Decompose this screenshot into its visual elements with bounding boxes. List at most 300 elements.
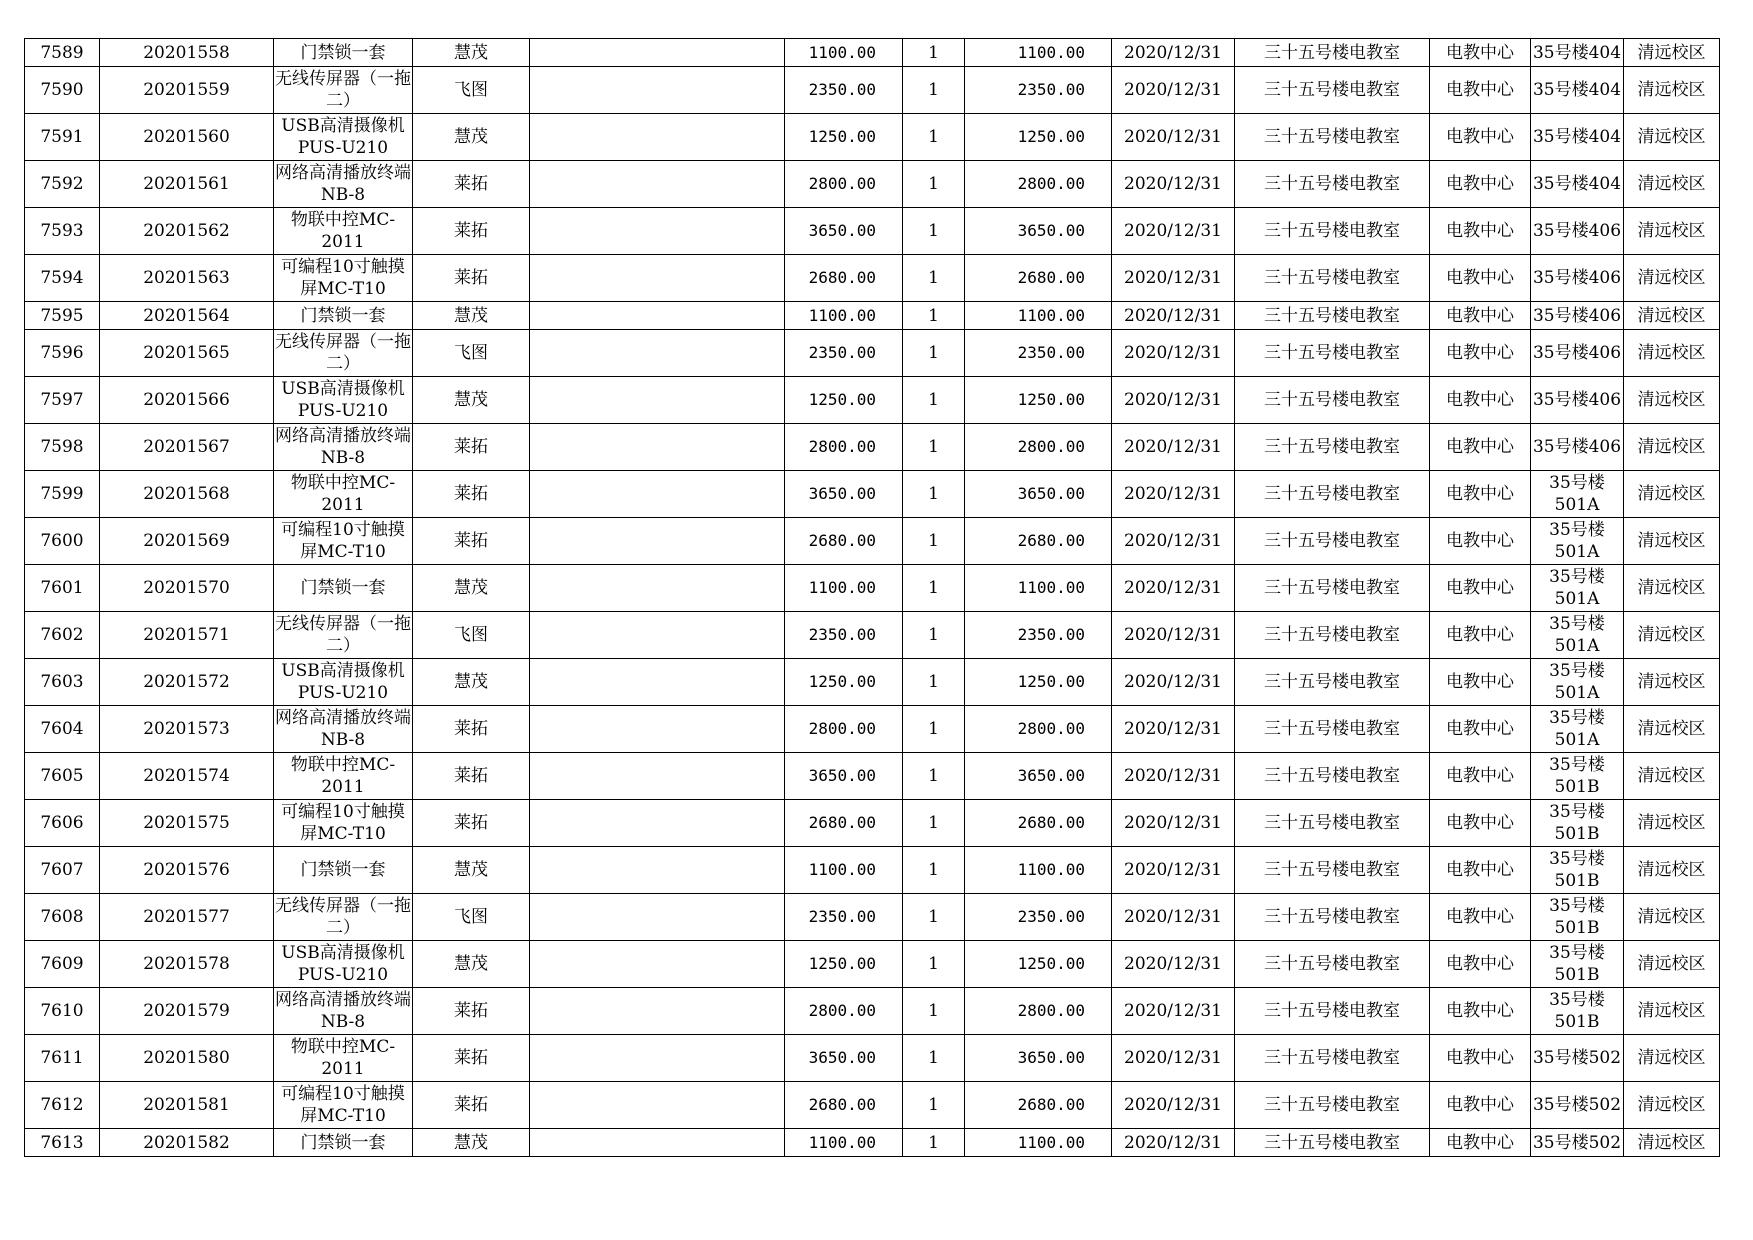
spec-cell — [530, 800, 785, 847]
asset-no-cell: 20201569 — [100, 518, 274, 565]
brand-cell: 慧茂 — [413, 565, 530, 612]
date-cell: 2020/12/31 — [1112, 114, 1235, 161]
location-cell: 35号楼501B — [1531, 800, 1624, 847]
location-cell: 35号楼404 — [1531, 161, 1624, 208]
seq-cell: 7593 — [25, 208, 100, 255]
unit-price-cell: 2680.00 — [785, 255, 903, 302]
user-unit-cell: 三十五号楼电教室 — [1235, 518, 1430, 565]
department-cell: 电教中心 — [1430, 753, 1531, 800]
item-name-cell: 门禁锁一套 — [274, 1129, 413, 1157]
department-cell: 电教中心 — [1430, 471, 1531, 518]
location-cell: 35号楼502 — [1531, 1035, 1624, 1082]
amount-cell: 3650.00 — [965, 1035, 1112, 1082]
brand-cell: 飞图 — [413, 67, 530, 114]
unit-price-cell: 1100.00 — [785, 565, 903, 612]
seq-cell: 7603 — [25, 659, 100, 706]
date-cell: 2020/12/31 — [1112, 988, 1235, 1035]
department-cell: 电教中心 — [1430, 941, 1531, 988]
amount-cell: 2680.00 — [965, 255, 1112, 302]
quantity-cell: 1 — [903, 161, 965, 208]
unit-price-cell: 2680.00 — [785, 800, 903, 847]
location-cell: 35号楼501A — [1531, 518, 1624, 565]
user-unit-cell: 三十五号楼电教室 — [1235, 1082, 1430, 1129]
department-cell: 电教中心 — [1430, 847, 1531, 894]
department-cell: 电教中心 — [1430, 659, 1531, 706]
location-cell: 35号楼501A — [1531, 612, 1624, 659]
location-cell: 35号楼501A — [1531, 565, 1624, 612]
spec-cell — [530, 377, 785, 424]
asset-no-cell: 20201561 — [100, 161, 274, 208]
asset-no-cell: 20201572 — [100, 659, 274, 706]
department-cell: 电教中心 — [1430, 330, 1531, 377]
asset-no-cell: 20201581 — [100, 1082, 274, 1129]
unit-price-cell: 3650.00 — [785, 471, 903, 518]
campus-cell: 清远校区 — [1624, 988, 1720, 1035]
table-row — [25, 67, 1720, 114]
date-cell: 2020/12/31 — [1112, 659, 1235, 706]
user-unit-cell: 三十五号楼电教室 — [1235, 208, 1430, 255]
department-cell: 电教中心 — [1430, 988, 1531, 1035]
location-cell: 35号楼501A — [1531, 706, 1624, 753]
amount-cell: 2350.00 — [965, 894, 1112, 941]
quantity-cell: 1 — [903, 471, 965, 518]
spec-cell — [530, 988, 785, 1035]
quantity-cell: 1 — [903, 753, 965, 800]
location-cell: 35号楼501B — [1531, 753, 1624, 800]
spec-cell — [530, 424, 785, 471]
location-cell: 35号楼406 — [1531, 377, 1624, 424]
item-name-cell: USB高清摄像机PUS-U210 — [274, 941, 413, 988]
date-cell: 2020/12/31 — [1112, 471, 1235, 518]
user-unit-cell: 三十五号楼电教室 — [1235, 67, 1430, 114]
campus-cell: 清远校区 — [1624, 255, 1720, 302]
date-cell: 2020/12/31 — [1112, 161, 1235, 208]
campus-cell: 清远校区 — [1624, 847, 1720, 894]
brand-cell: 飞图 — [413, 330, 530, 377]
user-unit-cell: 三十五号楼电教室 — [1235, 114, 1430, 161]
department-cell: 电教中心 — [1430, 424, 1531, 471]
department-cell: 电教中心 — [1430, 377, 1531, 424]
brand-cell: 莱拓 — [413, 706, 530, 753]
campus-cell: 清远校区 — [1624, 377, 1720, 424]
amount-cell: 2350.00 — [965, 67, 1112, 114]
table-row — [25, 114, 1720, 161]
campus-cell: 清远校区 — [1624, 161, 1720, 208]
quantity-cell: 1 — [903, 1129, 965, 1157]
quantity-cell: 1 — [903, 847, 965, 894]
date-cell: 2020/12/31 — [1112, 894, 1235, 941]
brand-cell: 飞图 — [413, 894, 530, 941]
quantity-cell: 1 — [903, 612, 965, 659]
asset-no-cell: 20201571 — [100, 612, 274, 659]
amount-cell: 3650.00 — [965, 208, 1112, 255]
seq-cell: 7609 — [25, 941, 100, 988]
department-cell: 电教中心 — [1430, 161, 1531, 208]
amount-cell: 2800.00 — [965, 706, 1112, 753]
location-cell: 35号楼501B — [1531, 847, 1624, 894]
seq-cell: 7607 — [25, 847, 100, 894]
date-cell: 2020/12/31 — [1112, 39, 1235, 67]
user-unit-cell: 三十五号楼电教室 — [1235, 330, 1430, 377]
campus-cell: 清远校区 — [1624, 1082, 1720, 1129]
asset-no-cell: 20201576 — [100, 847, 274, 894]
seq-cell: 7595 — [25, 302, 100, 330]
table-row — [25, 988, 1720, 1035]
table-row — [25, 1035, 1720, 1082]
campus-cell: 清远校区 — [1624, 1035, 1720, 1082]
location-cell: 35号楼501A — [1531, 471, 1624, 518]
brand-cell: 莱拓 — [413, 753, 530, 800]
table-row — [25, 471, 1720, 518]
asset-no-cell: 20201565 — [100, 330, 274, 377]
asset-no-cell: 20201563 — [100, 255, 274, 302]
seq-cell: 7598 — [25, 424, 100, 471]
campus-cell: 清远校区 — [1624, 302, 1720, 330]
unit-price-cell: 1250.00 — [785, 377, 903, 424]
table-row — [25, 894, 1720, 941]
item-name-cell: 物联中控MC-2011 — [274, 753, 413, 800]
date-cell: 2020/12/31 — [1112, 753, 1235, 800]
spec-cell — [530, 1082, 785, 1129]
brand-cell: 莱拓 — [413, 255, 530, 302]
item-name-cell: 可编程10寸触摸屏MC-T10 — [274, 1082, 413, 1129]
date-cell: 2020/12/31 — [1112, 208, 1235, 255]
date-cell: 2020/12/31 — [1112, 565, 1235, 612]
item-name-cell: 网络高清播放终端NB-8 — [274, 988, 413, 1035]
location-cell: 35号楼404 — [1531, 67, 1624, 114]
quantity-cell: 1 — [903, 67, 965, 114]
location-cell: 35号楼501A — [1531, 659, 1624, 706]
asset-no-cell: 20201573 — [100, 706, 274, 753]
department-cell: 电教中心 — [1430, 255, 1531, 302]
campus-cell: 清远校区 — [1624, 565, 1720, 612]
unit-price-cell: 1250.00 — [785, 114, 903, 161]
date-cell: 2020/12/31 — [1112, 1082, 1235, 1129]
table-row — [25, 659, 1720, 706]
quantity-cell: 1 — [903, 565, 965, 612]
item-name-cell: 物联中控MC-2011 — [274, 1035, 413, 1082]
spec-cell — [530, 518, 785, 565]
user-unit-cell: 三十五号楼电教室 — [1235, 659, 1430, 706]
spec-cell — [530, 161, 785, 208]
amount-cell: 2350.00 — [965, 330, 1112, 377]
location-cell: 35号楼501B — [1531, 941, 1624, 988]
department-cell: 电教中心 — [1430, 208, 1531, 255]
asset-no-cell: 20201579 — [100, 988, 274, 1035]
user-unit-cell: 三十五号楼电教室 — [1235, 847, 1430, 894]
unit-price-cell: 2800.00 — [785, 161, 903, 208]
spec-cell — [530, 706, 785, 753]
table-row — [25, 1129, 1720, 1157]
campus-cell: 清远校区 — [1624, 471, 1720, 518]
location-cell: 35号楼404 — [1531, 39, 1624, 67]
brand-cell: 慧茂 — [413, 39, 530, 67]
asset-no-cell: 20201562 — [100, 208, 274, 255]
spec-cell — [530, 302, 785, 330]
spec-cell — [530, 330, 785, 377]
campus-cell: 清远校区 — [1624, 894, 1720, 941]
table-row — [25, 753, 1720, 800]
location-cell: 35号楼406 — [1531, 255, 1624, 302]
campus-cell: 清远校区 — [1624, 659, 1720, 706]
quantity-cell: 1 — [903, 208, 965, 255]
asset-no-cell: 20201567 — [100, 424, 274, 471]
unit-price-cell: 2680.00 — [785, 518, 903, 565]
campus-cell: 清远校区 — [1624, 208, 1720, 255]
amount-cell: 2680.00 — [965, 800, 1112, 847]
department-cell: 电教中心 — [1430, 67, 1531, 114]
unit-price-cell: 2350.00 — [785, 894, 903, 941]
amount-cell: 1250.00 — [965, 377, 1112, 424]
item-name-cell: 网络高清播放终端NB-8 — [274, 706, 413, 753]
seq-cell: 7597 — [25, 377, 100, 424]
unit-price-cell: 1100.00 — [785, 847, 903, 894]
quantity-cell: 1 — [903, 988, 965, 1035]
user-unit-cell: 三十五号楼电教室 — [1235, 255, 1430, 302]
amount-cell: 2800.00 — [965, 424, 1112, 471]
amount-cell: 2680.00 — [965, 518, 1112, 565]
date-cell: 2020/12/31 — [1112, 302, 1235, 330]
campus-cell: 清远校区 — [1624, 114, 1720, 161]
item-name-cell: 门禁锁一套 — [274, 302, 413, 330]
item-name-cell: 网络高清播放终端NB-8 — [274, 161, 413, 208]
table-row — [25, 424, 1720, 471]
amount-cell: 1100.00 — [965, 847, 1112, 894]
quantity-cell: 1 — [903, 255, 965, 302]
campus-cell: 清远校区 — [1624, 39, 1720, 67]
user-unit-cell: 三十五号楼电教室 — [1235, 302, 1430, 330]
campus-cell: 清远校区 — [1624, 1129, 1720, 1157]
seq-cell: 7591 — [25, 114, 100, 161]
seq-cell: 7602 — [25, 612, 100, 659]
amount-cell: 1100.00 — [965, 565, 1112, 612]
date-cell: 2020/12/31 — [1112, 330, 1235, 377]
item-name-cell: 无线传屏器（一拖二） — [274, 330, 413, 377]
unit-price-cell: 3650.00 — [785, 208, 903, 255]
user-unit-cell: 三十五号楼电教室 — [1235, 612, 1430, 659]
quantity-cell: 1 — [903, 424, 965, 471]
spec-cell — [530, 67, 785, 114]
department-cell: 电教中心 — [1430, 39, 1531, 67]
brand-cell: 莱拓 — [413, 424, 530, 471]
department-cell: 电教中心 — [1430, 1035, 1531, 1082]
seq-cell: 7608 — [25, 894, 100, 941]
amount-cell: 1100.00 — [965, 39, 1112, 67]
asset-no-cell: 20201574 — [100, 753, 274, 800]
table-row — [25, 941, 1720, 988]
item-name-cell: 可编程10寸触摸屏MC-T10 — [274, 800, 413, 847]
seq-cell: 7590 — [25, 67, 100, 114]
quantity-cell: 1 — [903, 941, 965, 988]
asset-table — [24, 38, 1720, 1157]
seq-cell: 7611 — [25, 1035, 100, 1082]
table-row — [25, 518, 1720, 565]
table-row — [25, 612, 1720, 659]
unit-price-cell: 2350.00 — [785, 330, 903, 377]
spec-cell — [530, 1129, 785, 1157]
department-cell: 电教中心 — [1430, 894, 1531, 941]
table-row — [25, 255, 1720, 302]
table-row — [25, 302, 1720, 330]
location-cell: 35号楼501B — [1531, 894, 1624, 941]
user-unit-cell: 三十五号楼电教室 — [1235, 377, 1430, 424]
department-cell: 电教中心 — [1430, 518, 1531, 565]
unit-price-cell: 1100.00 — [785, 1129, 903, 1157]
unit-price-cell: 3650.00 — [785, 753, 903, 800]
location-cell: 35号楼406 — [1531, 208, 1624, 255]
location-cell: 35号楼501B — [1531, 988, 1624, 1035]
brand-cell: 慧茂 — [413, 941, 530, 988]
amount-cell: 1250.00 — [965, 941, 1112, 988]
user-unit-cell: 三十五号楼电教室 — [1235, 565, 1430, 612]
item-name-cell: USB高清摄像机PUS-U210 — [274, 377, 413, 424]
brand-cell: 莱拓 — [413, 518, 530, 565]
campus-cell: 清远校区 — [1624, 753, 1720, 800]
unit-price-cell: 2680.00 — [785, 1082, 903, 1129]
seq-cell: 7599 — [25, 471, 100, 518]
table-row — [25, 377, 1720, 424]
user-unit-cell: 三十五号楼电教室 — [1235, 161, 1430, 208]
quantity-cell: 1 — [903, 377, 965, 424]
user-unit-cell: 三十五号楼电教室 — [1235, 941, 1430, 988]
amount-cell: 3650.00 — [965, 753, 1112, 800]
date-cell: 2020/12/31 — [1112, 706, 1235, 753]
campus-cell: 清远校区 — [1624, 518, 1720, 565]
seq-cell: 7606 — [25, 800, 100, 847]
spec-cell — [530, 1035, 785, 1082]
item-name-cell: 无线传屏器（一拖二） — [274, 67, 413, 114]
seq-cell: 7613 — [25, 1129, 100, 1157]
asset-no-cell: 20201577 — [100, 894, 274, 941]
unit-price-cell: 3650.00 — [785, 1035, 903, 1082]
location-cell: 35号楼406 — [1531, 424, 1624, 471]
department-cell: 电教中心 — [1430, 706, 1531, 753]
unit-price-cell: 1250.00 — [785, 941, 903, 988]
brand-cell: 莱拓 — [413, 1035, 530, 1082]
seq-cell: 7605 — [25, 753, 100, 800]
asset-no-cell: 20201560 — [100, 114, 274, 161]
quantity-cell: 1 — [903, 518, 965, 565]
user-unit-cell: 三十五号楼电教室 — [1235, 706, 1430, 753]
seq-cell: 7592 — [25, 161, 100, 208]
unit-price-cell: 1100.00 — [785, 302, 903, 330]
brand-cell: 莱拓 — [413, 988, 530, 1035]
asset-table-body — [25, 39, 1720, 1157]
spec-cell — [530, 753, 785, 800]
asset-no-cell: 20201570 — [100, 565, 274, 612]
quantity-cell: 1 — [903, 114, 965, 161]
date-cell: 2020/12/31 — [1112, 1035, 1235, 1082]
user-unit-cell: 三十五号楼电教室 — [1235, 988, 1430, 1035]
user-unit-cell: 三十五号楼电教室 — [1235, 424, 1430, 471]
brand-cell: 慧茂 — [413, 377, 530, 424]
item-name-cell: 物联中控MC-2011 — [274, 208, 413, 255]
seq-cell: 7604 — [25, 706, 100, 753]
user-unit-cell: 三十五号楼电教室 — [1235, 39, 1430, 67]
table-row — [25, 330, 1720, 377]
table-row — [25, 161, 1720, 208]
item-name-cell: 无线传屏器（一拖二） — [274, 894, 413, 941]
item-name-cell: 无线传屏器（一拖二） — [274, 612, 413, 659]
item-name-cell: 可编程10寸触摸屏MC-T10 — [274, 518, 413, 565]
location-cell: 35号楼406 — [1531, 330, 1624, 377]
user-unit-cell: 三十五号楼电教室 — [1235, 894, 1430, 941]
table-row — [25, 800, 1720, 847]
date-cell: 2020/12/31 — [1112, 518, 1235, 565]
quantity-cell: 1 — [903, 330, 965, 377]
spec-cell — [530, 565, 785, 612]
user-unit-cell: 三十五号楼电教室 — [1235, 1035, 1430, 1082]
campus-cell: 清远校区 — [1624, 67, 1720, 114]
table-row — [25, 706, 1720, 753]
amount-cell: 1100.00 — [965, 1129, 1112, 1157]
date-cell: 2020/12/31 — [1112, 377, 1235, 424]
table-row — [25, 39, 1720, 67]
department-cell: 电教中心 — [1430, 565, 1531, 612]
asset-no-cell: 20201558 — [100, 39, 274, 67]
quantity-cell: 1 — [903, 1082, 965, 1129]
unit-price-cell: 2350.00 — [785, 67, 903, 114]
amount-cell: 3650.00 — [965, 471, 1112, 518]
brand-cell: 莱拓 — [413, 208, 530, 255]
location-cell: 35号楼404 — [1531, 114, 1624, 161]
spec-cell — [530, 39, 785, 67]
table-row — [25, 847, 1720, 894]
item-name-cell: 门禁锁一套 — [274, 847, 413, 894]
quantity-cell: 1 — [903, 1035, 965, 1082]
item-name-cell: USB高清摄像机PUS-U210 — [274, 659, 413, 706]
quantity-cell: 1 — [903, 800, 965, 847]
spec-cell — [530, 847, 785, 894]
seq-cell: 7596 — [25, 330, 100, 377]
seq-cell: 7600 — [25, 518, 100, 565]
asset-no-cell: 20201568 — [100, 471, 274, 518]
seq-cell: 7612 — [25, 1082, 100, 1129]
user-unit-cell: 三十五号楼电教室 — [1235, 753, 1430, 800]
spec-cell — [530, 114, 785, 161]
spec-cell — [530, 471, 785, 518]
table-row — [25, 1082, 1720, 1129]
date-cell: 2020/12/31 — [1112, 847, 1235, 894]
user-unit-cell: 三十五号楼电教室 — [1235, 471, 1430, 518]
location-cell: 35号楼502 — [1531, 1082, 1624, 1129]
item-name-cell: 门禁锁一套 — [274, 565, 413, 612]
spec-cell — [530, 941, 785, 988]
quantity-cell: 1 — [903, 659, 965, 706]
unit-price-cell: 2800.00 — [785, 424, 903, 471]
location-cell: 35号楼502 — [1531, 1129, 1624, 1157]
brand-cell: 飞图 — [413, 612, 530, 659]
date-cell: 2020/12/31 — [1112, 941, 1235, 988]
brand-cell: 慧茂 — [413, 1129, 530, 1157]
quantity-cell: 1 — [903, 302, 965, 330]
asset-no-cell: 20201582 — [100, 1129, 274, 1157]
spec-cell — [530, 894, 785, 941]
unit-price-cell: 2800.00 — [785, 706, 903, 753]
date-cell: 2020/12/31 — [1112, 424, 1235, 471]
seq-cell: 7601 — [25, 565, 100, 612]
department-cell: 电教中心 — [1430, 114, 1531, 161]
table-row — [25, 565, 1720, 612]
unit-price-cell: 1100.00 — [785, 39, 903, 67]
campus-cell: 清远校区 — [1624, 706, 1720, 753]
amount-cell: 2800.00 — [965, 161, 1112, 208]
item-name-cell: 门禁锁一套 — [274, 39, 413, 67]
date-cell: 2020/12/31 — [1112, 255, 1235, 302]
department-cell: 电教中心 — [1430, 302, 1531, 330]
date-cell: 2020/12/31 — [1112, 800, 1235, 847]
quantity-cell: 1 — [903, 39, 965, 67]
